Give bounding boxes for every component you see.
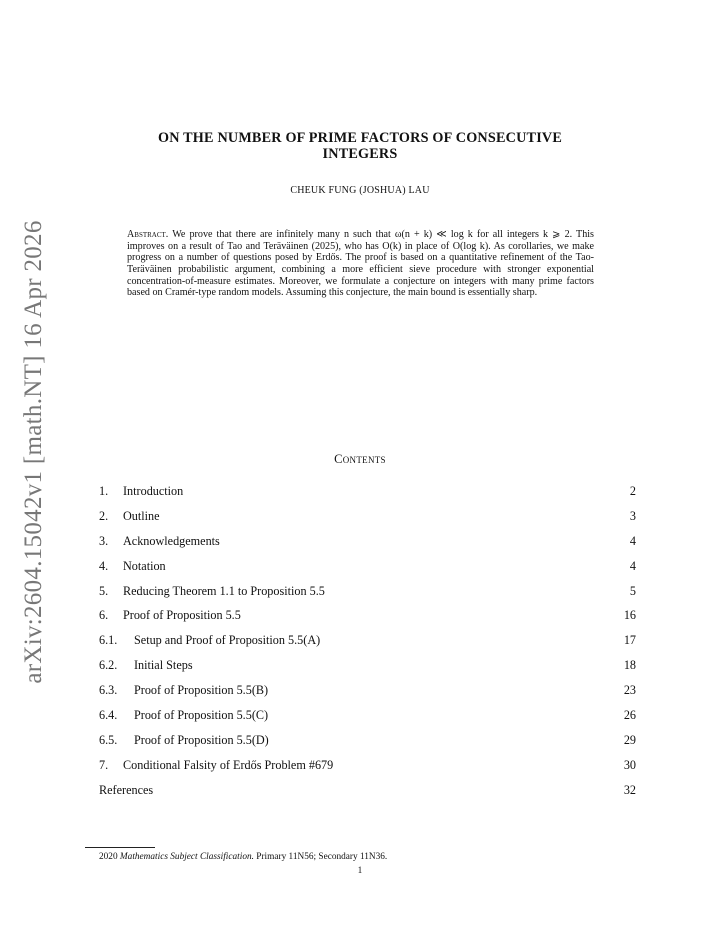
toc-entry-title: Acknowledgements [123,533,220,548]
toc-entry-number: 6. [99,608,109,623]
toc-entry-title: Proof of Proposition 5.5(B) [134,683,269,698]
footnote-rule [85,847,155,848]
toc-entry-title: Initial Steps [134,658,193,673]
toc-subentry[interactable] [99,681,636,706]
toc-entry-title: Notation [123,558,166,573]
toc-entry-page: 29 [623,732,636,747]
toc-entry-title: Proof of Proposition 5.5(C) [134,708,269,723]
toc-entry[interactable] [99,482,636,507]
toc-entry-number: 6.2. [99,658,118,673]
abstract-text: We prove that there are infinitely many n such that ω(n + k) ≪ log k for all integers k ⩾ 2. This improves on a result of Tao and Teräväinen (2025), who has O(k) in place of O(log k). As corollaries, we make progress on a number of questions posed by Erdős. The proof is based on a quantitative refinement of the Tao-Teräväinen probabilistic argument, combining a more efficient sieve procedure with stronger exponential concentration-of-measure estimates. Moreover, we formulate a conjecture on integers with many prime factors based on Cramér-type random models. Assuming this conjecture, the main bound is essentially sharp. [127,229,594,299]
toc-entry-title: Outline [123,508,160,523]
toc-subentry[interactable] [99,631,636,656]
toc-entry-page: 17 [623,633,636,648]
toc-entry[interactable] [99,532,636,557]
toc-entry-page: 32 [623,782,636,797]
toc-entry-number: 2. [99,508,109,523]
toc-entry-page: 3 [629,508,636,523]
footnote-msc [99,852,387,862]
toc-entry-title: Setup and Proof of Proposition 5.5(A) [134,633,321,648]
toc-entry-title: Reducing Theorem 1.1 to Proposition 5.5 [123,583,325,598]
paper-title-line-2: INTEGERS [322,146,398,162]
toc-entry-references[interactable] [99,781,636,806]
table-of-contents [99,482,636,806]
toc-entry-page: 26 [623,708,636,723]
toc-entry-title: Introduction [123,484,184,498]
toc-entry-number: 3. [99,533,109,548]
toc-entry[interactable] [99,582,636,607]
toc-entry-title: Conditional Falsity of Erdős Problem #679 [123,757,334,772]
footnote-year: 2020 [99,852,118,862]
abstract-heading: Abstract. [127,229,169,240]
toc-entry-number: 6.5. [99,732,118,747]
toc-entry-title: Proof of Proposition 5.5(D) [134,732,269,747]
footnote-msc-text: Primary 11N56; Secondary 11N36. [256,852,388,862]
paper-title-line-1: ON THE NUMBER OF PRIME FACTORS OF CONSECUTIVE [157,130,563,146]
toc-entry-page: 23 [623,683,636,698]
toc-entry[interactable] [99,557,636,582]
toc-entry-page: 2 [629,484,636,498]
toc-entry[interactable] [99,606,636,631]
footnote-msc-label: Mathematics Subject Classification. [119,852,254,862]
paper-title [100,130,620,162]
abstract [127,229,594,299]
toc-entry-number: 6.3. [99,683,118,698]
toc-entry-page: 16 [623,608,636,623]
toc-entry-number: 1. [99,484,109,498]
author-name: CHEUK FUNG (JOSHUA) LAU [290,185,430,196]
contents-heading: Contents [334,452,386,466]
toc-entry-page: 18 [623,658,636,673]
toc-entry-title: Proof of Proposition 5.5 [123,608,241,623]
toc-entry-number: 7. [99,757,109,772]
toc-entry-number: 4. [99,558,109,573]
toc-entry[interactable] [99,756,636,781]
page-number: 1 [357,866,363,876]
toc-subentry[interactable] [99,731,636,756]
toc-subentry[interactable] [99,656,636,681]
toc-subentry[interactable] [99,706,636,731]
arxiv-identifier-stamp: arXiv:2604.15042v1 [math.NT] 16 Apr 2026 [20,220,47,684]
toc-entry[interactable] [99,507,636,532]
toc-entry-page: 4 [629,558,636,573]
toc-entry-number: 6.1. [99,633,118,648]
toc-entry-title: References [99,782,154,797]
toc-entry-number: 5. [99,583,109,598]
toc-entry-number: 6.4. [99,708,118,723]
toc-entry-page: 5 [629,583,636,598]
toc-entry-page: 30 [623,757,636,772]
toc-entry-page: 4 [629,533,636,548]
